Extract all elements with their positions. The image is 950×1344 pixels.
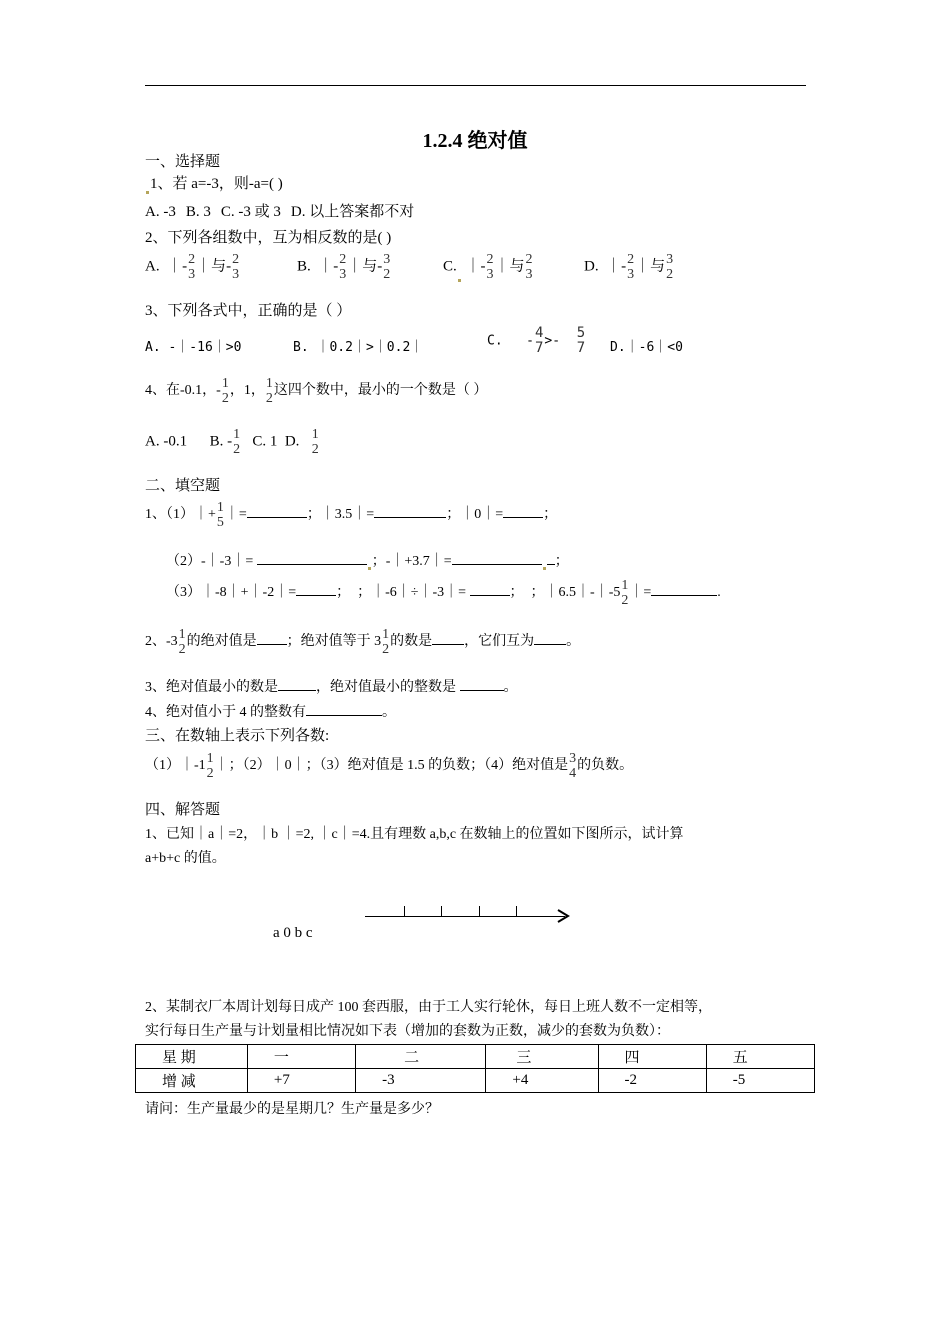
q1-3-text: 3、下列各式中，正确的是（ ） [145, 303, 352, 319]
q1-2-option-b: B. ｜- 2 3 ｜与- 3 2 [297, 252, 391, 282]
q1-2-option-a: A. ｜- 2 3 ｜与- 2 3 [145, 252, 240, 282]
fill-q4: 4、绝对值小于 4 的整数有 。 [145, 701, 396, 723]
table-cell: +7 [247, 1069, 355, 1093]
solve-q1-line2: a+b+c 的值。 [145, 851, 226, 866]
solve-q1-line1: 1、已知｜a｜=2，｜b ｜=2, ｜c｜=4.且有理数 a,b,c 在数轴上的位置如下图所示，试计算 [145, 827, 684, 842]
table-cell: 五 [706, 1045, 814, 1069]
fill-q1-1: 1、（1）｜+ 1 5 ｜= ；｜3.5｜= ；｜0｜= ； [145, 500, 558, 530]
solve-q2-line2: 实行每日生产量与计划量相比情况如下表（增加的套数为正数，减少的套数为负数）： [145, 1024, 670, 1039]
table-cell: 四 [598, 1045, 706, 1069]
section2-heading: 二、填空题 [145, 478, 221, 494]
axis-tick [441, 906, 442, 916]
solve-q2-question: 请问：生产量最少的是星期几？生产量是多少？ [145, 1102, 439, 1117]
q1-1-options [145, 202, 438, 222]
axis-labels: a 0 b c [273, 925, 313, 941]
table-row [136, 1045, 815, 1069]
q1-3-option-d: D.｜-6｜<0 [610, 340, 683, 355]
table-cell: -3 [356, 1069, 486, 1093]
table-cell: 增 减 [136, 1069, 248, 1093]
section4-heading: 四、解答题 [145, 802, 221, 818]
table-cell: 三 [486, 1045, 598, 1069]
header-rule [145, 85, 806, 86]
axis-arrow-icon [556, 908, 572, 924]
q1-2-option-c: C. ｜- 2 3 ｜与 2 3 [443, 252, 533, 282]
q1-1-option-d: D. 以上答案都不对 [290, 204, 415, 220]
fill-q1-3: （3）｜-8｜+｜-2｜= ； ；｜-6｜÷｜-3｜= ； ；｜6.5｜-｜-5 1 2 ｜= . [166, 578, 721, 608]
table-row [136, 1069, 815, 1093]
production-table [135, 1044, 815, 1093]
solve-q2-line1: 2、某制衣厂本周计划每日成产 100 套西服，由于工人实行轮休，每日上班人数不一定相等， [145, 1000, 712, 1015]
table-cell: -5 [706, 1069, 814, 1093]
q1-3-option-a: A. -｜-16｜>0 [145, 340, 242, 355]
fill-q2: 2、-3 1 2 的绝对值是 ；绝对值等于 3 1 2 的数是 ，它们互为 。 [145, 627, 581, 657]
q1-4-text: 4、在-0.1，- 1 2 ，1， 1 2 这四个数中，最小的一个数是（ ） [145, 376, 488, 406]
q1-1-option-b: B. 3 [185, 204, 211, 220]
axis-tick [404, 906, 405, 916]
table-cell: 星 期 [136, 1045, 248, 1069]
table-cell: +4 [486, 1069, 598, 1093]
q1-2-option-d: D. ｜- 2 3 ｜与 3 2 [584, 252, 674, 282]
table-cell: -2 [598, 1069, 706, 1093]
section1-heading: 一、选择题 [145, 154, 221, 170]
q1-1-option-c: C. -3 或 3 [220, 204, 281, 220]
q1-2-text: 2、下列各组数中，互为相反数的是( ) [145, 230, 392, 246]
table-cell: 二 [356, 1045, 486, 1069]
q1-3-option-c: C. - 4 7 >- 5 7 [487, 325, 586, 356]
q1-3-option-b: B. ｜0.2｜>｜0.2｜ [293, 340, 424, 355]
page-title: 1.2.4 绝对值 [422, 130, 528, 152]
axis-tick [479, 906, 480, 916]
axis-tick [516, 906, 517, 916]
fill-q1-2: （2）-｜-3｜= ；-｜+3.7｜= ； [166, 550, 569, 570]
q1-1-text: 1、若 a=-3，则-a=( ) [145, 174, 283, 194]
number-axis [365, 916, 565, 917]
numberline-items: （1）｜-1 1 2 ｜；（2）｜0｜；（3）绝对值是 1.5 的负数；（4）绝对值是 3 4 的负数。 [145, 751, 634, 781]
q1-4-options: A. -0.1 B. - 1 2 C. 1 D. 1 2 [145, 427, 319, 457]
fill-q3: 3、绝对值最小的数是 ，绝对值最小的整数是 。 [145, 676, 518, 698]
section3-heading: 三、在数轴上表示下列各数: [145, 728, 330, 744]
table-cell: 一 [247, 1045, 355, 1069]
q1-1-option-a: A. -3 [145, 204, 176, 220]
